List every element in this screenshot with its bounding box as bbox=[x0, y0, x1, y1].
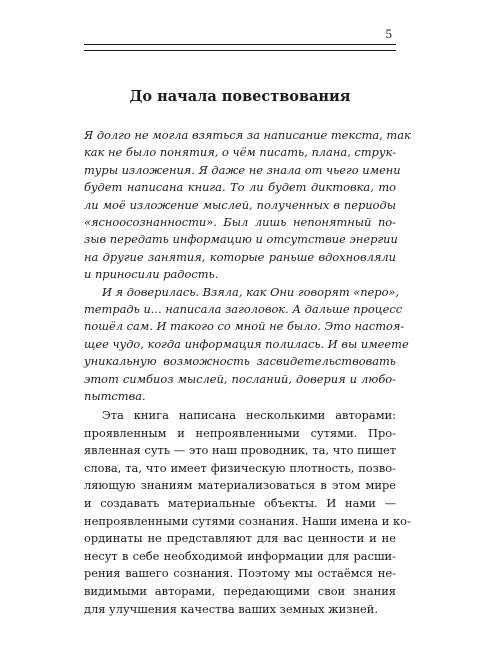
text-line: ляющую знаниям материализоваться в этом мире bbox=[84, 478, 396, 493]
text-line: и приносили радость. bbox=[84, 267, 219, 282]
text-line: на другие занятия, которые раньше вдохновляли bbox=[84, 249, 396, 264]
text-line: ординаты не представляют для вас ценности и не bbox=[84, 531, 396, 546]
text-line: И я доверилась. Взяла, как Они говорят «перо», bbox=[102, 284, 400, 299]
text-line: для улучшения качества ваших земных жизней. bbox=[84, 601, 379, 616]
text-line: и создавать материальные объекты. И нами — bbox=[84, 495, 396, 510]
text-line: туры изложения. Я даже не знала от чьего имени bbox=[84, 162, 401, 177]
text-line: как не было понятия, о чём писать, плана, струк- bbox=[84, 145, 397, 160]
epigraph bbox=[84, 127, 411, 406]
header-rule-top bbox=[84, 44, 396, 45]
header-rule-bottom bbox=[84, 50, 396, 51]
text-line: рения вашего сознания. Поэтому мы остаёмся не- bbox=[84, 566, 396, 581]
text-line: явленная суть — это наш проводник, та, что пишет bbox=[84, 443, 396, 458]
text-line: будет написана книга. То ли будет диктовка, то bbox=[84, 180, 396, 195]
text-line: проявленным и непроявленными сутями. Про- bbox=[84, 425, 396, 440]
text-line: тетрадь и... написала заголовок. А дальше процесс bbox=[84, 302, 403, 317]
text-line: щее чудо, когда информация полилась. И вы имеете bbox=[84, 336, 409, 351]
text-line: уникальную возможность засвидетельствовать bbox=[84, 354, 396, 369]
text-line: этот симбиоз мыслей, посланий, доверия и любо- bbox=[84, 371, 396, 386]
text-line: слова, та, что имеет физическую плотность, позво- bbox=[84, 460, 396, 475]
chapter-title: До начала повествования bbox=[129, 88, 351, 105]
text-line: несут в себе необходимой информации для расши- bbox=[84, 548, 396, 563]
text-line: «ясноосознанности». Был лишь непонятный по- bbox=[84, 215, 396, 230]
text-line: Эта книга написана несколькими авторами: bbox=[102, 408, 396, 422]
text-line: видимыми авторами, передающими свои знания bbox=[84, 583, 396, 598]
body-paragraph bbox=[84, 407, 411, 618]
text-line: ли моё изложение мыслей, полученных в периоды bbox=[84, 197, 396, 212]
text-line: Я долго не могла взяться за написание текста, так bbox=[84, 128, 411, 142]
text-line: пошёл сам. И такого со мной не было. Это настоя- bbox=[84, 319, 405, 334]
text-line: пытства. bbox=[84, 389, 146, 404]
text-line: зыв передать информацию и отсутствие энергии bbox=[84, 232, 398, 247]
text-line: непроявленными сутями сознания. Наши имена и ко- bbox=[84, 513, 411, 528]
page-number: 5 bbox=[385, 26, 392, 41]
